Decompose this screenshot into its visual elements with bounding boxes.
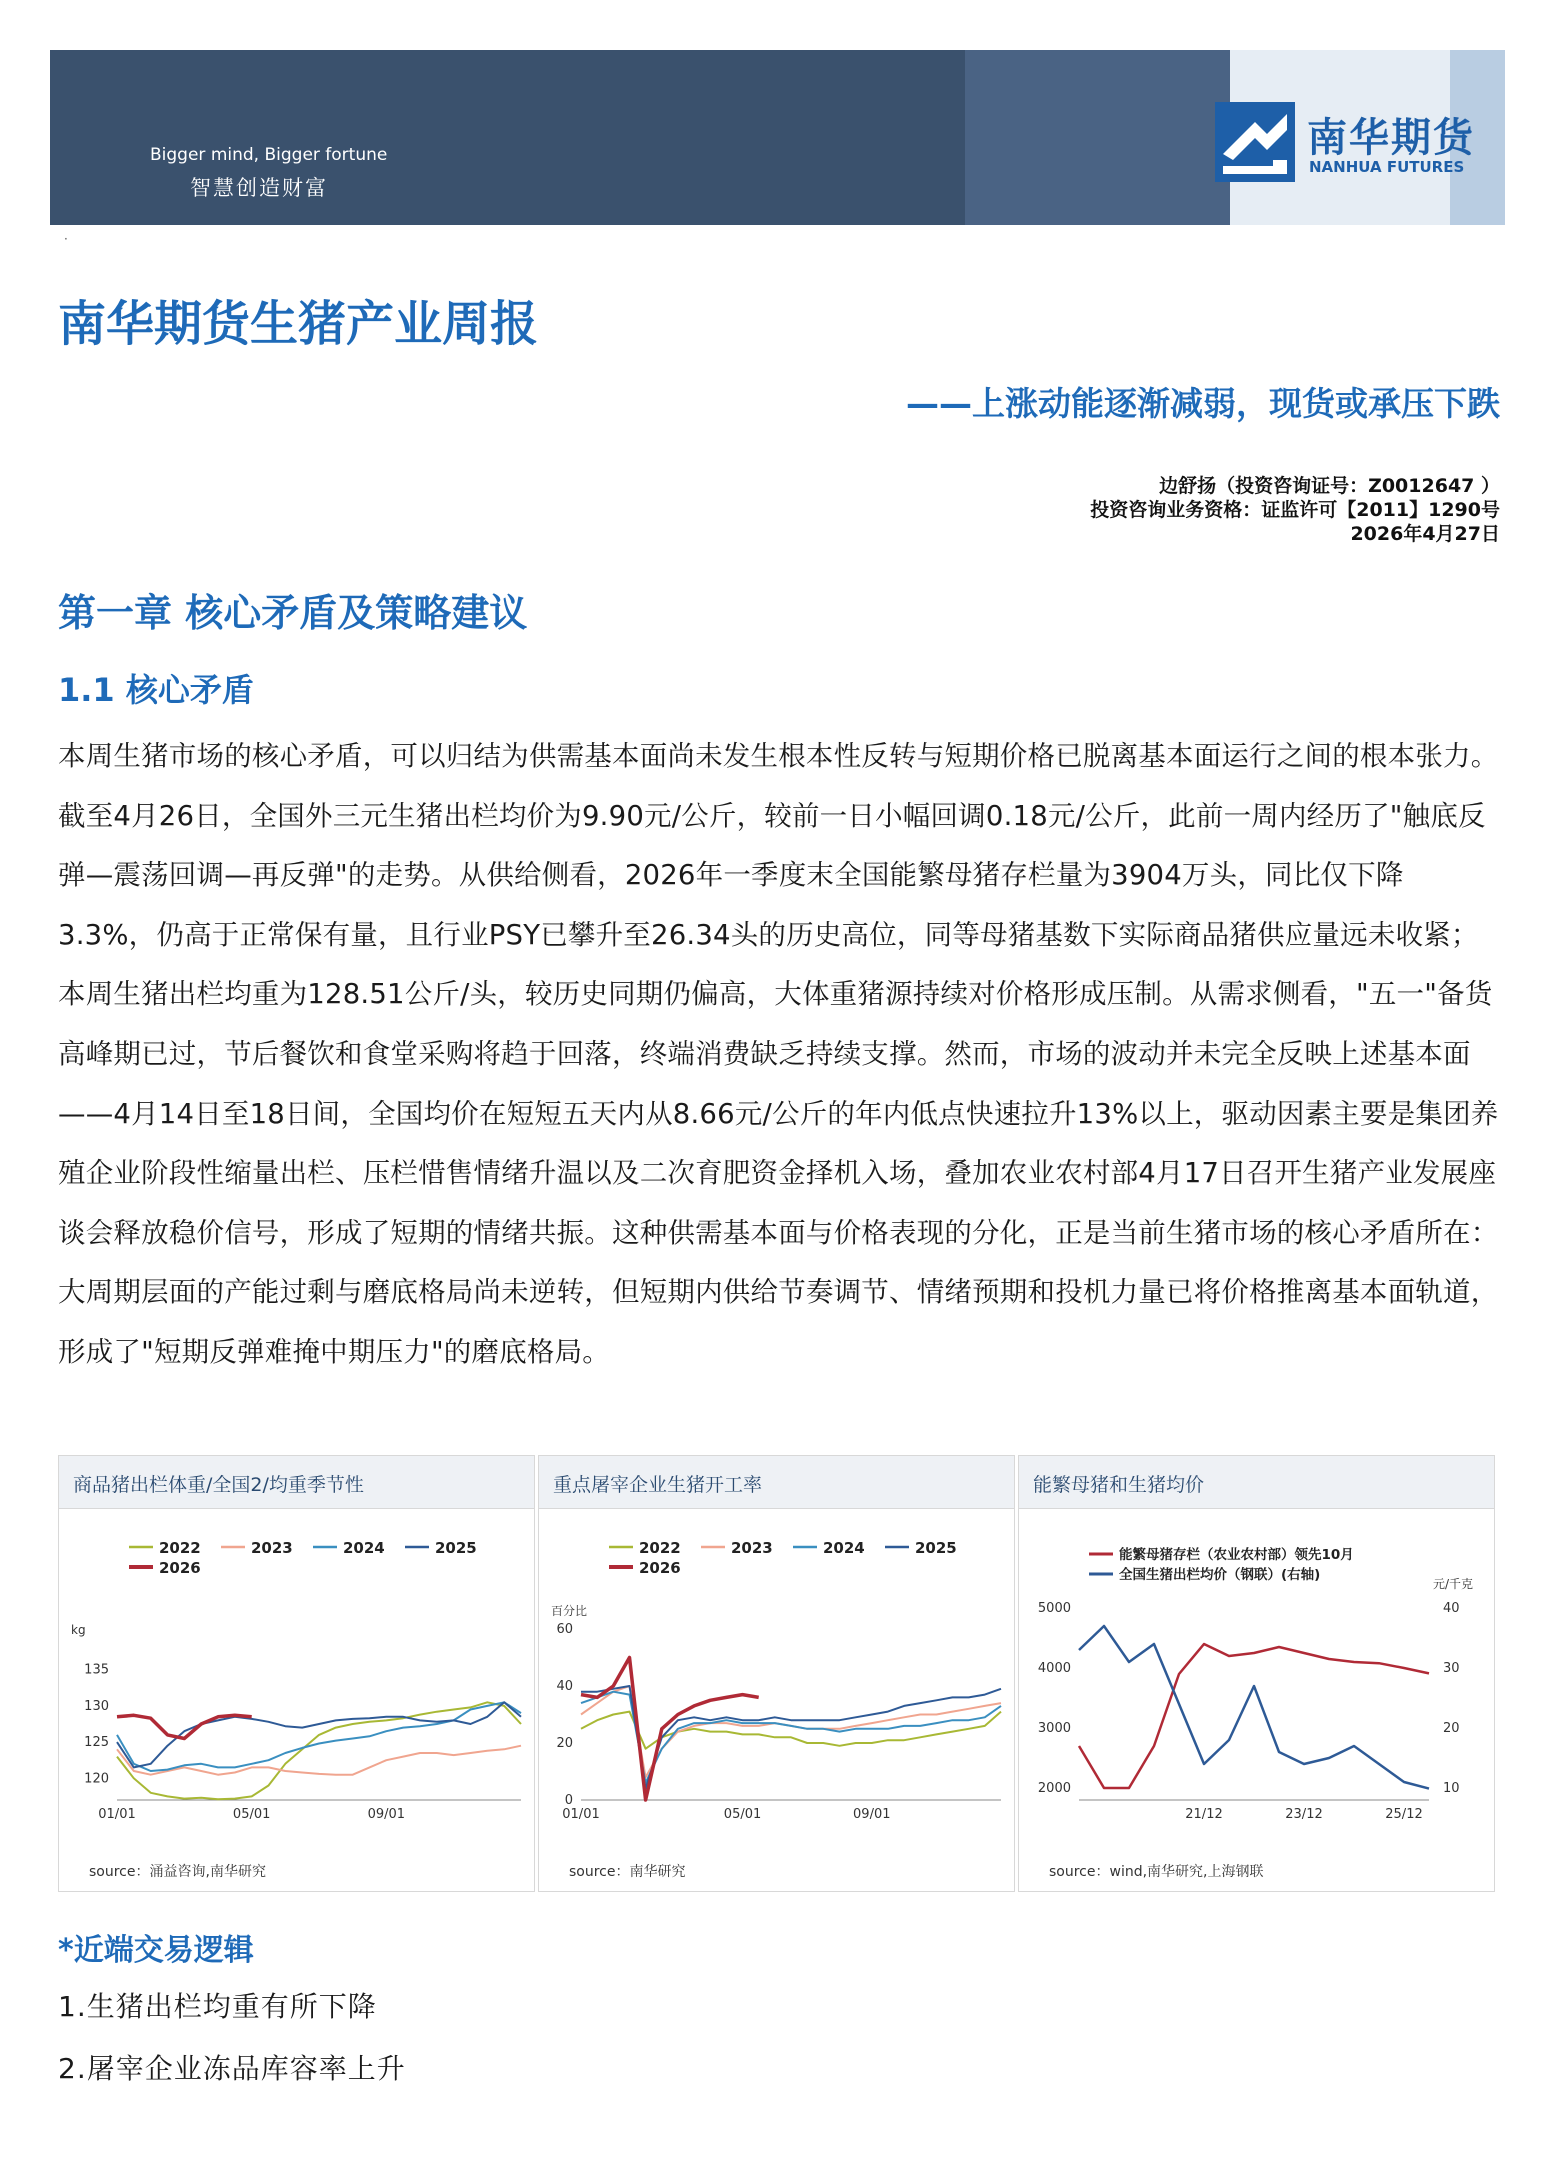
- slogan-cn: 智慧创造财富: [190, 176, 328, 200]
- legend-label: 2022: [639, 1539, 681, 1557]
- y-right-tick-label: 20: [1443, 1721, 1460, 1736]
- y-tick-label: 130: [84, 1698, 109, 1714]
- chart-header: [539, 1456, 1014, 1509]
- chart-title: 能繁母猪和生猪均价: [1033, 1474, 1205, 1496]
- x-tick-label: 05/01: [723, 1807, 762, 1822]
- y-right-tick-label: 10: [1443, 1781, 1460, 1796]
- series-line-2022: [581, 1712, 1001, 1749]
- y-left-tick-label: 4000: [1037, 1661, 1071, 1676]
- y-right-tick-label: 30: [1443, 1661, 1460, 1676]
- y-left-tick-label: 3000: [1037, 1721, 1071, 1736]
- chart-sow-svg: [1019, 1508, 1494, 1858]
- chart-panel-sow: [1018, 1455, 1495, 1892]
- x-tick-label: 01/01: [98, 1807, 136, 1822]
- x-tick-label: 23/12: [1285, 1807, 1323, 1822]
- y-tick-label: 125: [84, 1735, 109, 1751]
- legend-label: 2024: [823, 1539, 865, 1557]
- series-line-2023: [117, 1746, 521, 1775]
- legend-label: 2026: [639, 1559, 681, 1577]
- chart-weight-svg: [59, 1508, 534, 1858]
- logic-item: 2.屠宰企业冻品库容率上升: [58, 2052, 406, 2085]
- report-subtitle: ——上涨动能逐渐减弱，现货或承压下跌: [906, 384, 1500, 423]
- y-tick-label: 40: [556, 1679, 573, 1694]
- y-axis-unit: kg: [71, 1623, 86, 1637]
- legend-label: 2023: [251, 1539, 293, 1557]
- header-banner: [50, 50, 1505, 225]
- author-name: 边舒扬（投资咨询证号：Z0012647 ）: [1159, 475, 1500, 497]
- x-tick-label: 25/12: [1385, 1807, 1423, 1822]
- y-tick-label: 60: [556, 1622, 573, 1637]
- chapter-title: 第一章 核心矛盾及策略建议: [58, 591, 528, 635]
- nanhua-logo-icon: [1215, 102, 1295, 182]
- y-left-tick-label: 5000: [1037, 1601, 1071, 1616]
- legend-label: 2024: [343, 1539, 385, 1557]
- series-line-left: [1079, 1644, 1429, 1788]
- y-tick-label: 20: [556, 1736, 573, 1751]
- y-right-unit: 元/千克: [1433, 1577, 1474, 1591]
- legend-label: 2025: [435, 1539, 477, 1557]
- x-tick-label: 09/01: [853, 1807, 891, 1822]
- logo-text-cn: 南华期货: [1307, 115, 1475, 161]
- y-axis-unit: 百分比: [551, 1604, 588, 1618]
- logo-text-en: NANHUA FUTURES: [1309, 158, 1465, 176]
- y-right-tick-label: 40: [1443, 1601, 1460, 1616]
- x-tick-label: 01/01: [562, 1807, 600, 1822]
- y-left-tick-label: 2000: [1037, 1781, 1071, 1796]
- banner-stripe: [965, 50, 1230, 225]
- chart-source: source：南华研究: [569, 1864, 686, 1880]
- logic-item: 1.生猪出栏均重有所下降: [58, 1990, 377, 2023]
- chart-panel-slaughter: [538, 1455, 1015, 1892]
- core-paragraph: 本周生猪市场的核心矛盾，可以归结为供需基本面尚未发生根本性反转与短期价格已脱离基本面运行之间的根本张力。截至4月26日，全国外三元生猪出栏均价为9.90元/公斤，较前一日小幅回调0.18元/公斤，此前一周内经历了"触底反弹—震荡回调—再反弹"的走势。从供给侧看，2026年一季度末全国能繁母猪存栏量为3904万头，同比仅下降3.3%，仍高于正常保有量，且行业PSY已攀升至26.34头的历史高位，同等母猪基数下实际商品猪供应量远未收紧；本周生猪出栏均重为128.51公斤/头，较历史同期仍偏高，大体重猪源持续对价格形成压制。从需求侧看，"五一"备货高峰期已过，节后餐饮和食堂采购将趋于回落，终端消费缺乏持续支撑。然而，市场的波动并未完全反映上述基本面——4月14日至18日间，全国均价在短短五天内从8.66元/公斤的年内低点快速拉升13%以上，驱动因素主要是集团养殖企业阶段性缩量出栏、压栏惜售情绪升温以及二次育肥资金择机入场，叠加农业农村部4月17日召开生猪产业发展座谈会释放稳价信号，形成了短期的情绪共振。这种供需基本面与价格表现的分化，正是当前生猪市场的核心矛盾所在：大周期层面的产能过剩与磨底格局尚未逆转，但短期内供给节奏调节、情绪预期和投机力量已将价格推离基本面轨道，形成了"短期反弹难掩中期压力"的磨底格局。: [58, 740, 1499, 1368]
- legend-label: 2022: [159, 1539, 201, 1557]
- section-title: 1.1 核心矛盾: [58, 671, 254, 709]
- legend-label: 全国生猪出栏均价（钢联）(右轴): [1119, 1567, 1321, 1583]
- chart-title: 商品猪出栏体重/全国2/均重季节性: [73, 1474, 364, 1496]
- legend-label: 2026: [159, 1559, 201, 1577]
- x-tick-label: 09/01: [367, 1807, 406, 1822]
- marker-dot: ·: [64, 232, 68, 246]
- y-tick-label: 0: [564, 1793, 573, 1808]
- slogan-en: Bigger mind, Bigger fortune: [150, 145, 388, 165]
- x-tick-label: 05/01: [232, 1807, 271, 1822]
- chart-source: source：wind,南华研究,上海钢联: [1049, 1864, 1264, 1880]
- author-block: [1090, 474, 1500, 546]
- series-line-2026: [117, 1715, 252, 1738]
- logic-title: *近端交易逻辑: [58, 1933, 254, 1968]
- legend-label: 2025: [915, 1539, 957, 1557]
- chart-header: [59, 1456, 534, 1509]
- chart-panel-weight: [58, 1455, 535, 1892]
- y-tick-label: 135: [84, 1662, 109, 1678]
- legend-label: 能繁母猪存栏（农业农村部）领先10月: [1119, 1547, 1354, 1563]
- report-title: 南华期货生猪产业周报: [58, 296, 539, 352]
- chart-header: [1019, 1456, 1494, 1509]
- x-tick-label: 21/12: [1185, 1807, 1223, 1822]
- legend-label: 2023: [731, 1539, 773, 1557]
- nanhua-logo: [1215, 102, 1500, 187]
- report-date: 2026年4月27日: [1350, 523, 1500, 545]
- qualification: 投资咨询业务资格：证监许可【2011】1290号: [1090, 499, 1500, 521]
- y-tick-label: 120: [84, 1771, 109, 1787]
- chart-source: source：涌益咨询,南华研究: [89, 1864, 266, 1880]
- chart-title: 重点屠宰企业生猪开工率: [553, 1474, 763, 1496]
- series-line-right: [1079, 1626, 1429, 1789]
- chart-slaughter-svg: [539, 1508, 1014, 1858]
